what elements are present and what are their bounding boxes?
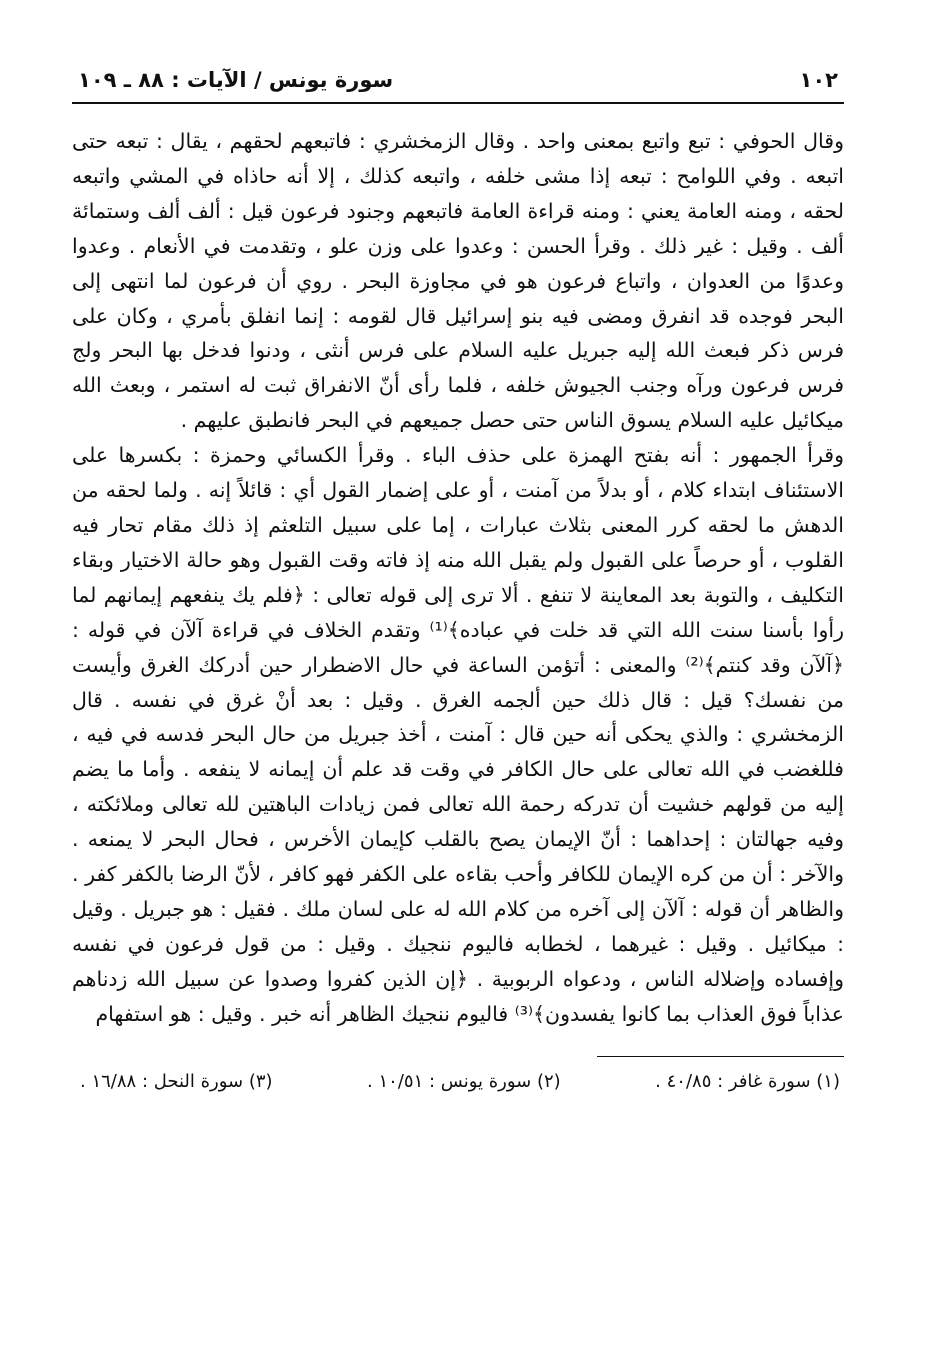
footnotes	[76, 1071, 844, 1092]
paragraph-1: وقال الحوفي : تبع واتبع بمعنى واحد . وقال الزمخشري : فاتبعهم لحقهم ، يقال : تبعه حتى اتبعه . وفي اللوامح : تبعه إذا مشى خلفه ، واتبعه كذلك ، إلا أنه حاذاه في المشي واتبعه لحقه ، ومنه العامة يعني : ومنه قراءة العامة فاتبعهم وجنود فرعون قيل : ألف ألف وستمائة ألف . وقيل : غير ذلك . وقرأ الحسن : وعدوا على وزن علو ، وتقدمت في الأنعام . وعدوا وعدوًا من العدوان ، واتباع فرعون هو في مجاوزة البحر . روي أن فرعون لما انتهى إلى البحر فوجده قد انفرق ومضى فيه بنو إسرائيل قال لقومه : إنما انفلق بأمري ، وكان على فرس ذكر فبعث الله إليه جبريل عليه السلام على فرس أنثى ، ودنوا فدخل بها البحر ولج فرس فرعون ورآه وجنب الجيوش خلفه ، فلما رأى أنّ الانفراق ثبت له استمر ، وبعث الله ميكائيل عليه السلام يسوق الناس حتى حصل جميعهم في البحر فانطبق عليهم .	[72, 129, 844, 433]
main-text	[72, 124, 844, 1032]
footnote-2: (٢) سورة يونس : ١٠/٥١ .	[367, 1070, 561, 1092]
paragraph-2: وقرأ الجمهور : أنه بفتح الهمزة على حذف الباء . وقرأ الكسائي وحمزة : بكسرها على الاستئناف ابتداء كلام ، أو بدلاً من آمنت ، أو على إضمار القول أي : قائلاً إنه . ولما لحقه من الدهش ما لحقه كرر المعنى بثلاث عبارات ، إما على سبيل التلعثم إذ ذلك مقام تحار فيه القلوب ، أو حرصاً على القبول ولم يقبل الله منه إذ فاته وقت القبول وهو حالة الاختيار وبقاء التكليف ، والتوبة بعد المعاينة لا تنفع . ألا ترى إلى قوله تعالى : ﴿فلم يك ينفعهم إيمانهم لما رأوا بأسنا سنت الله التي قد خلت في عباده﴾⁽¹⁾ وتقدم الخلاف في قراءة آلآن في قوله : ﴿آلآن وقد كنتم﴾⁽²⁾ والمعنى : أتؤمن الساعة في حال الاضطرار حين أدركك الغرق وأيست من نفسك؟ قيل : قال ذلك حين ألجمه الغرق . وقيل : بعد أنْ غرق في نفسه . قال الزمخشري : والذي يحكى أنه حين قال : آمنت ، أخذ جبريل من حال البحر فدسه في فيه ، فللغضب في الله تعالى على حال الكافر في وقت قد علم أن إيمانه لا ينفعه . وأما ما يضم إليه من قولهم خشيت أن تدركه رحمة الله تعالى فمن زيادات الباهتين لله تعالى وملائكته ، وفيه جهالتان : إحداهما : أنّ الإيمان يصح بالقلب كإيمان الأخرس ، فحال البحر لا يمنعه . والآخر : أن من كره الإيمان للكافر وأحب بقاءه على الكفر فهو كافر ، لأنّ الرضا بالكفر كفر . والظاهر أن قوله : آلآن إلى آخره من كلام الله له على لسان ملك . فقيل : هو جبريل . وقيل : ميكائيل . وقيل : غيرهما ، لخطابه فاليوم ننجيك . وقيل : من قول فرعون في نفسه وإفساده وإضلاله الناس ، ودعواه الربوبية . ﴿إن الذين كفروا وصدوا عن سبيل الله زدناهم عذاباً فوق العذاب بما كانوا يفسدون﴾⁽³⁾ فاليوم ننجيك الظاهر أنه خبر . وقيل : هو استفهام	[72, 443, 844, 1026]
footnote-1: (١) سورة غافر : ٤٠/٨٥ .	[655, 1070, 840, 1092]
page-number: ١٠٢	[799, 68, 838, 92]
running-header	[72, 60, 844, 100]
header-divider	[72, 102, 844, 104]
footnote-divider	[597, 1056, 844, 1057]
running-title: سورة يونس / الآيات : ٨٨ ـ ١٠٩	[78, 68, 394, 92]
footnote-3: (٣) سورة النحل : ١٦/٨٨ .	[80, 1070, 273, 1092]
book-page	[72, 60, 844, 1092]
